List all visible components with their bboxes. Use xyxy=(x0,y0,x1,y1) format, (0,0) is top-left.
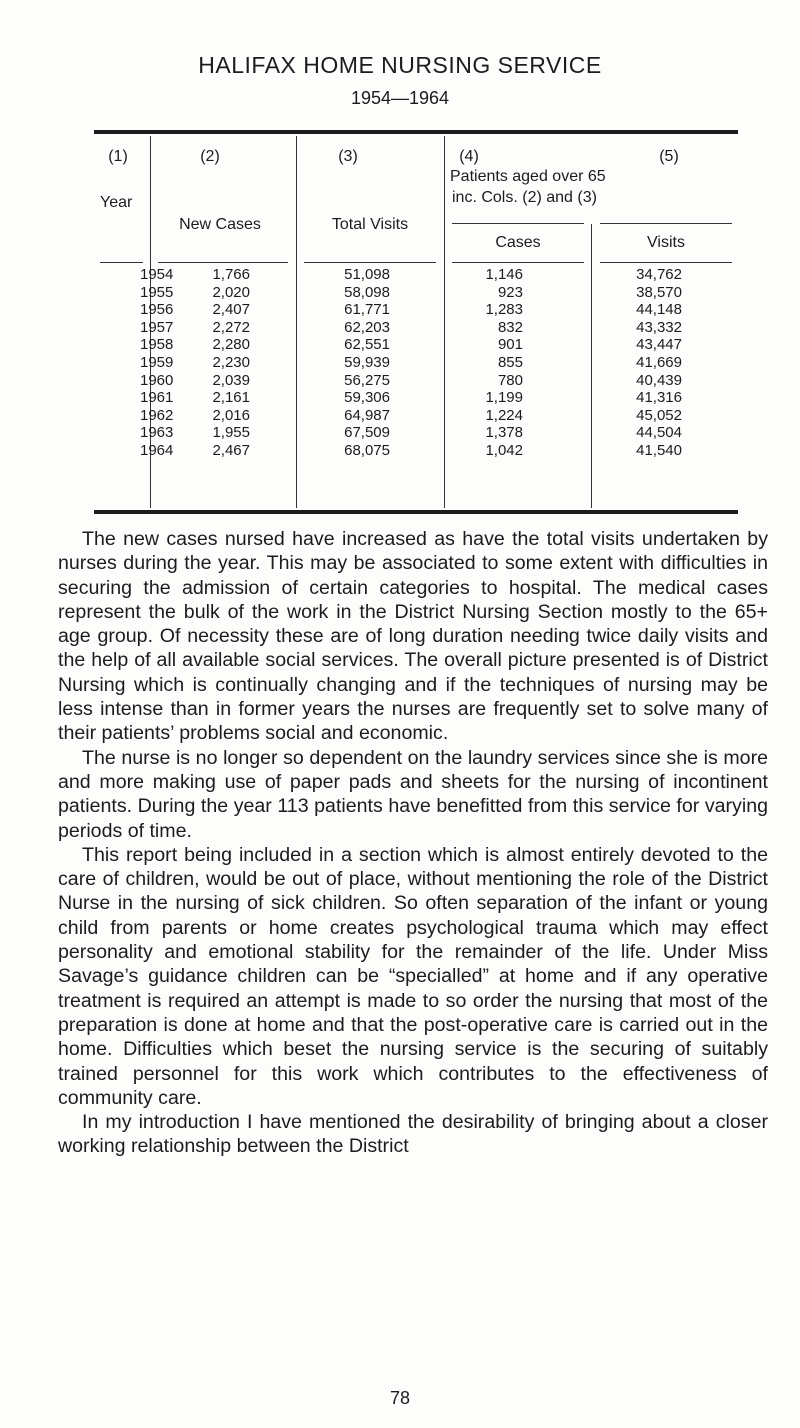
table-top-rule xyxy=(94,130,738,134)
table-cell-year: 1954 xyxy=(140,266,174,283)
paragraph: The new cases nursed have increased as have the total visits undertaken by nurses during the year. This may be associated to some extent with difficulties in securing the admission of certain categories to hospital. The medical cases represent the bulk of the work in the District Nursing Section mostly to the 65+ age group. Of necessity these are of long duration needing twice daily visits and the help of all available social services. The overall picture presented is of District Nursing which is continually changing and if the techniques of nursing may be less intense than in former years the nurses are frequently set to solve many of their patients’ problems social and economic. xyxy=(58,528,768,745)
paragraph: This report being included in a section which is almost entirely devoted to the care of children, would be out of place, without mentioning the role of the District Nurse in the nursing of sick children. So often separation of the infant or young child from parents or home creates psychological trauma which may effect personality and emotional stability for the remainder of the life. Under Miss Savage’s guidance children can be “specialled” at home and if any operative treatment is required an attempt is made to so order the nursing that most of the preparation is done at home and that the post-operative care is carried out in the home. Difficulties which beset the nursing service is the securing of suitably trained personnel for this work which contributes to the effectiveness of community care. xyxy=(58,843,768,1109)
table-cell-aged-cases: 923 xyxy=(497,283,523,301)
table-cell-aged-visits: 41,669 xyxy=(636,353,682,371)
table-cell-aged-visits: 40,439 xyxy=(636,371,682,389)
table-cell-new-cases: 2,230 xyxy=(212,353,250,371)
header-aged-group-line2: inc. Cols. (2) and (3) xyxy=(452,189,597,206)
table-cell-year: 1959 xyxy=(140,353,174,371)
table-cell-aged-cases: 901 xyxy=(497,336,523,354)
table-cell-aged-cases: 1,378 xyxy=(485,424,523,442)
header-underline xyxy=(600,223,732,224)
table-cell-year: 1955 xyxy=(140,283,174,301)
header-col4-number: (4) xyxy=(459,148,479,165)
table-cell-aged-cases: 1,283 xyxy=(485,301,523,319)
table-cell-total-visits: 59,939 xyxy=(344,353,390,371)
table-cell-new-cases: 2,020 xyxy=(212,283,250,301)
page-title: HALIFAX HOME NURSING SERVICE xyxy=(198,52,602,78)
page-number: 78 xyxy=(389,1388,411,1408)
table-cell-year: 1961 xyxy=(140,389,174,407)
table-cell-year: 1960 xyxy=(140,371,174,389)
table-cell-aged-visits: 41,316 xyxy=(636,389,682,407)
table-cell-total-visits: 56,275 xyxy=(344,371,390,389)
table-cell-aged-visits: 44,148 xyxy=(636,301,682,319)
aged-cases-column xyxy=(470,266,523,460)
table-cell-total-visits: 68,075 xyxy=(344,441,390,459)
table-cell-aged-visits: 41,540 xyxy=(636,441,682,459)
header-aged-group-line1: Patients aged over 65 xyxy=(450,168,606,185)
header-col2-number: (2) xyxy=(200,148,220,165)
header-total-visits: Total Visits xyxy=(331,216,409,233)
header-underline xyxy=(304,262,436,263)
table-cell-total-visits: 62,551 xyxy=(344,336,390,354)
header-underline xyxy=(100,262,143,263)
new-cases-column xyxy=(200,266,250,460)
table-cell-new-cases: 2,272 xyxy=(212,318,250,336)
table-cell-total-visits: 62,203 xyxy=(344,318,390,336)
table-cell-aged-cases: 1,199 xyxy=(485,389,523,407)
header-underline xyxy=(158,262,288,263)
body-text xyxy=(58,527,768,1159)
table-cell-total-visits: 64,987 xyxy=(344,406,390,424)
table-cell-aged-cases: 780 xyxy=(497,371,523,389)
table-cell-year: 1964 xyxy=(140,441,174,459)
header-underline xyxy=(452,262,584,263)
table-cell-year: 1958 xyxy=(140,336,174,354)
paragraph: The nurse is no longer so dependent on the laundry services since she is more and more making use of paper pads and sheets for the nursing of incontinent patients. During the year 113 patients have benefitted from this service for varying periods of time. xyxy=(58,746,768,842)
header-aged-visits: Visits xyxy=(647,234,685,251)
table-cell-year: 1957 xyxy=(140,318,174,336)
header-col3-number: (3) xyxy=(338,148,358,165)
table-cell-total-visits: 67,509 xyxy=(344,424,390,442)
column-divider xyxy=(591,224,592,508)
header-col1-number: (1) xyxy=(108,148,128,165)
table-cell-year: 1962 xyxy=(140,406,174,424)
table-cell-year: 1963 xyxy=(140,424,174,442)
table-cell-aged-visits: 45,052 xyxy=(636,406,682,424)
header-underline xyxy=(600,262,732,263)
table-bottom-rule xyxy=(94,510,738,514)
header-col5-number: (5) xyxy=(659,148,679,165)
table-cell-aged-visits: 43,332 xyxy=(636,318,682,336)
table-cell-aged-visits: 44,504 xyxy=(636,424,682,442)
aged-visits-column xyxy=(600,266,682,460)
table-cell-aged-cases: 1,224 xyxy=(485,406,523,424)
table-cell-new-cases: 1,955 xyxy=(212,424,250,442)
header-year: Year xyxy=(100,194,133,211)
table-cell-total-visits: 61,771 xyxy=(344,301,390,319)
table-cell-aged-cases: 1,042 xyxy=(485,441,523,459)
page-subtitle: 1954—1964 xyxy=(350,88,450,108)
table-cell-aged-visits: 38,570 xyxy=(636,283,682,301)
table-cell-total-visits: 58,098 xyxy=(344,283,390,301)
table-cell-year: 1956 xyxy=(140,301,174,319)
table-cell-aged-cases: 832 xyxy=(497,318,523,336)
table-cell-aged-cases: 1,146 xyxy=(485,266,523,283)
paragraph: In my introduction I have mentioned the desirability of bringing about a closer working relationship between the District xyxy=(58,1111,768,1158)
table-cell-aged-cases: 855 xyxy=(497,353,523,371)
table-cell-total-visits: 51,098 xyxy=(344,266,390,283)
table-cell-new-cases: 2,407 xyxy=(212,301,250,319)
table-cell-aged-visits: 34,762 xyxy=(636,266,682,283)
table-cell-new-cases: 2,280 xyxy=(212,336,250,354)
header-aged-cases: Cases xyxy=(495,234,541,251)
table-cell-new-cases: 2,467 xyxy=(212,441,250,459)
header-new-cases: New Cases xyxy=(179,216,261,233)
column-divider xyxy=(296,136,297,508)
table-cell-new-cases: 2,039 xyxy=(212,371,250,389)
table-cell-new-cases: 2,161 xyxy=(212,389,250,407)
table-cell-new-cases: 1,766 xyxy=(212,266,250,283)
table-cell-total-visits: 59,306 xyxy=(344,389,390,407)
table-cell-aged-visits: 43,447 xyxy=(636,336,682,354)
table-cell-new-cases: 2,016 xyxy=(212,406,250,424)
header-underline xyxy=(452,223,584,224)
column-divider xyxy=(444,136,445,508)
total-visits-column xyxy=(320,266,390,460)
year-column xyxy=(140,266,200,460)
